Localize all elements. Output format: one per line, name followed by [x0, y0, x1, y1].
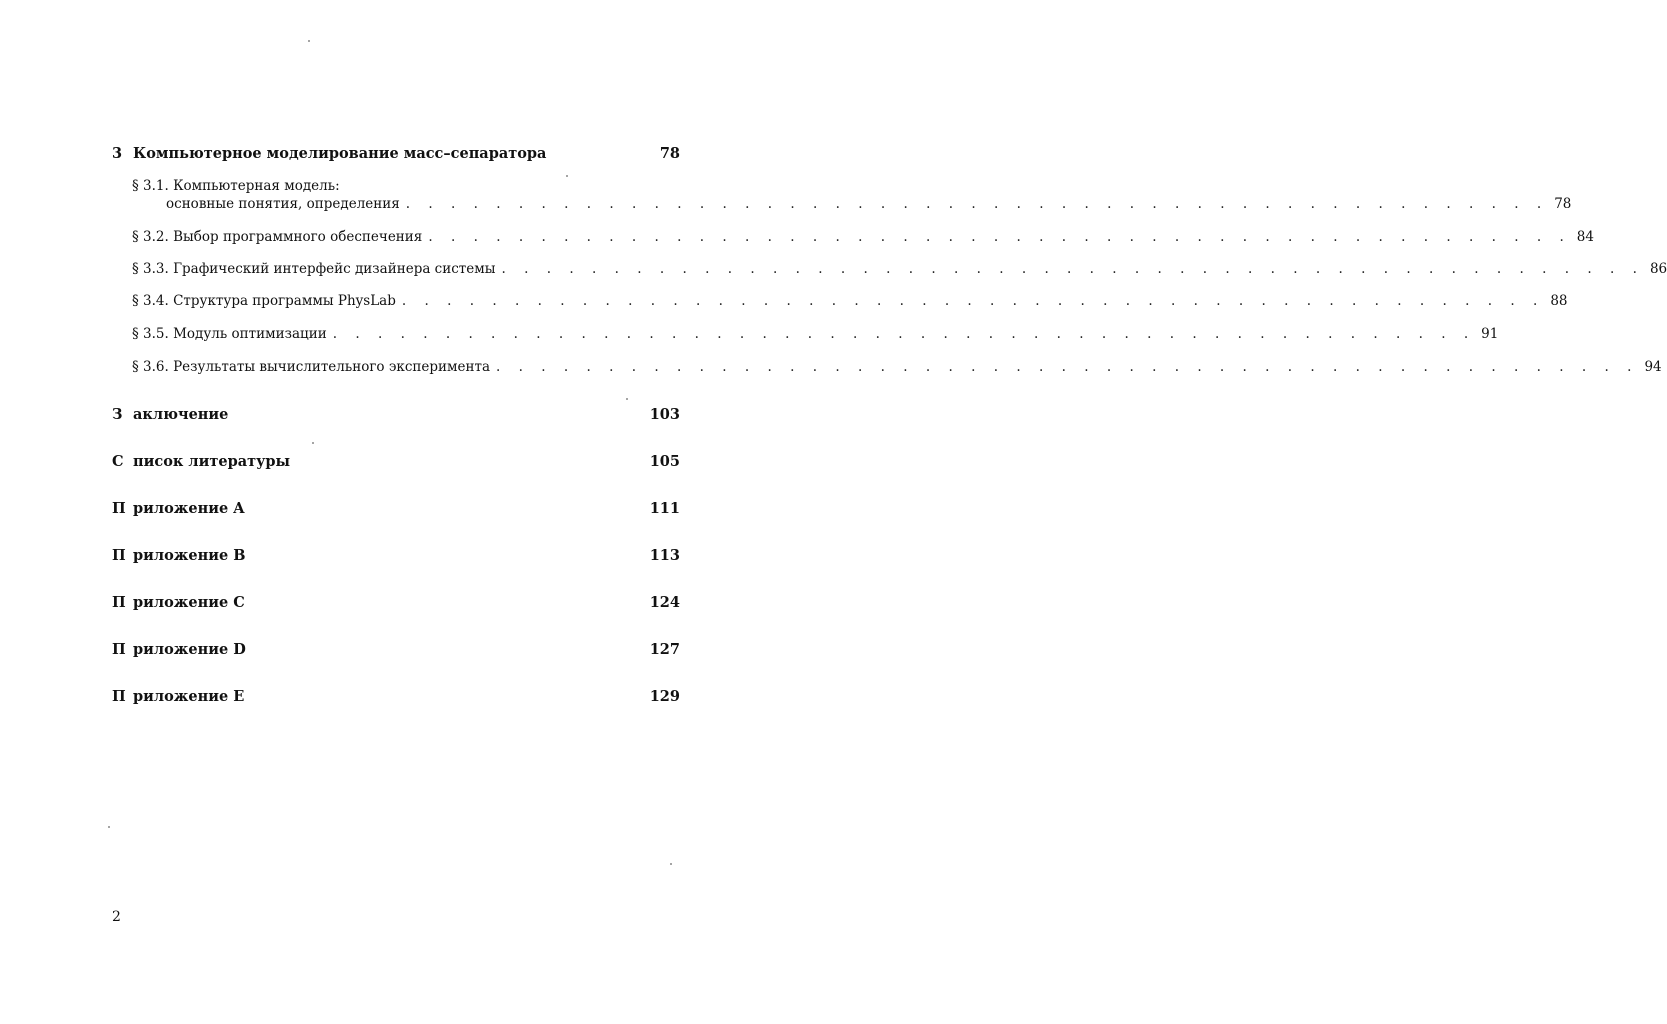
- entry-title: риложение E: [133, 688, 245, 705]
- entry-letter: П: [112, 500, 126, 517]
- chapter-title: Компьютерное моделирование масс–сепаратора: [133, 145, 547, 162]
- chapter-page: 78: [659, 145, 680, 162]
- entry-title: аключение: [133, 406, 229, 423]
- dot-leader: . . . . . . . . . . . . . . . . . . . . . . . . . . . . . . . . . . . . . . . . . . . . . . . . . . .: [501, 261, 1644, 277]
- scan-speck: [108, 826, 110, 828]
- section-page: 84: [1576, 229, 1594, 245]
- entry-page: 127: [649, 641, 680, 658]
- toc-entry-appendix-a: [112, 500, 680, 517]
- toc-section-3-3: [132, 261, 1667, 277]
- entry-letter: П: [112, 641, 126, 658]
- entry-title: риложение D: [133, 641, 246, 658]
- scan-speck: [308, 40, 310, 42]
- toc-section-3-1: [166, 196, 1572, 212]
- entry-letter: П: [112, 594, 126, 611]
- section-page: 86: [1649, 261, 1667, 277]
- entry-page: 124: [649, 594, 680, 611]
- entry-letter: З: [112, 406, 123, 423]
- section-label: § 3.5. Модуль оптимизации: [132, 326, 327, 342]
- chapter-number: 3: [112, 145, 123, 162]
- entry-page: 111: [649, 500, 680, 517]
- section-label: § 3.4. Структура программы PhysLab: [132, 293, 396, 309]
- toc-section-3-4: [132, 293, 1568, 309]
- dot-leader: . . . . . . . . . . . . . . . . . . . . . . . . . . . . . . . . . . . . . . . . . . . . . . . . . . .: [428, 229, 1571, 245]
- entry-page: 103: [649, 406, 680, 423]
- toc-entry-bibliography: [112, 453, 680, 470]
- toc-entry-appendix-c: [112, 594, 680, 611]
- toc-section-3-6: [132, 359, 1662, 375]
- scan-speck: [670, 863, 672, 865]
- toc-entry-conclusion: [112, 406, 680, 423]
- section-label: § 3.2. Выбор программного обеспечения: [132, 229, 423, 245]
- entry-title: риложение B: [133, 547, 246, 564]
- entry-page: 113: [649, 547, 680, 564]
- section-label: § 3.6. Результаты вычислительного эксперимента: [132, 359, 491, 375]
- dot-leader: . . . . . . . . . . . . . . . . . . . . . . . . . . . . . . . . . . . . . . . . . . . . . . . . . . .: [405, 196, 1549, 212]
- entry-page: 129: [649, 688, 680, 705]
- toc-section-3-2: [132, 229, 1594, 245]
- dot-leader: . . . . . . . . . . . . . . . . . . . . . . . . . . . . . . . . . . . . . . . . . . . . . . . . . . .: [496, 359, 1639, 375]
- dot-leader: . . . . . . . . . . . . . . . . . . . . . . . . . . . . . . . . . . . . . . . . . . . . . . . . . . .: [332, 326, 1476, 342]
- entry-title: риложение A: [133, 500, 245, 517]
- toc-chapter-3: [112, 145, 680, 162]
- entry-title: писок литературы: [133, 453, 291, 470]
- dot-leader: . . . . . . . . . . . . . . . . . . . . . . . . . . . . . . . . . . . . . . . . . . . . . . . . . . .: [401, 293, 1545, 309]
- entry-page: 105: [649, 453, 680, 470]
- section-page: 78: [1554, 196, 1572, 212]
- section-label: § 3.3. Графический интерфейс дизайнера системы: [132, 261, 496, 277]
- entry-title: риложение C: [133, 594, 245, 611]
- toc-entry-appendix-e: [112, 688, 680, 705]
- section-label: основные понятия, определения: [166, 196, 400, 212]
- entry-letter: С: [112, 453, 124, 470]
- entry-letter: П: [112, 688, 126, 705]
- section-page: 88: [1550, 293, 1568, 309]
- section-page: 94: [1644, 359, 1662, 375]
- scan-speck: [312, 442, 314, 444]
- page-number: 2: [112, 909, 121, 925]
- entry-letter: П: [112, 547, 126, 564]
- toc-section-3-1-line1: § 3.1. Компьютерная модель:: [132, 178, 340, 194]
- toc-entry-appendix-b: [112, 547, 680, 564]
- toc-entry-appendix-d: [112, 641, 680, 658]
- scan-speck: [626, 398, 628, 400]
- section-page: 91: [1481, 326, 1499, 342]
- toc-section-3-5: [132, 326, 1499, 342]
- scan-speck: [566, 175, 568, 177]
